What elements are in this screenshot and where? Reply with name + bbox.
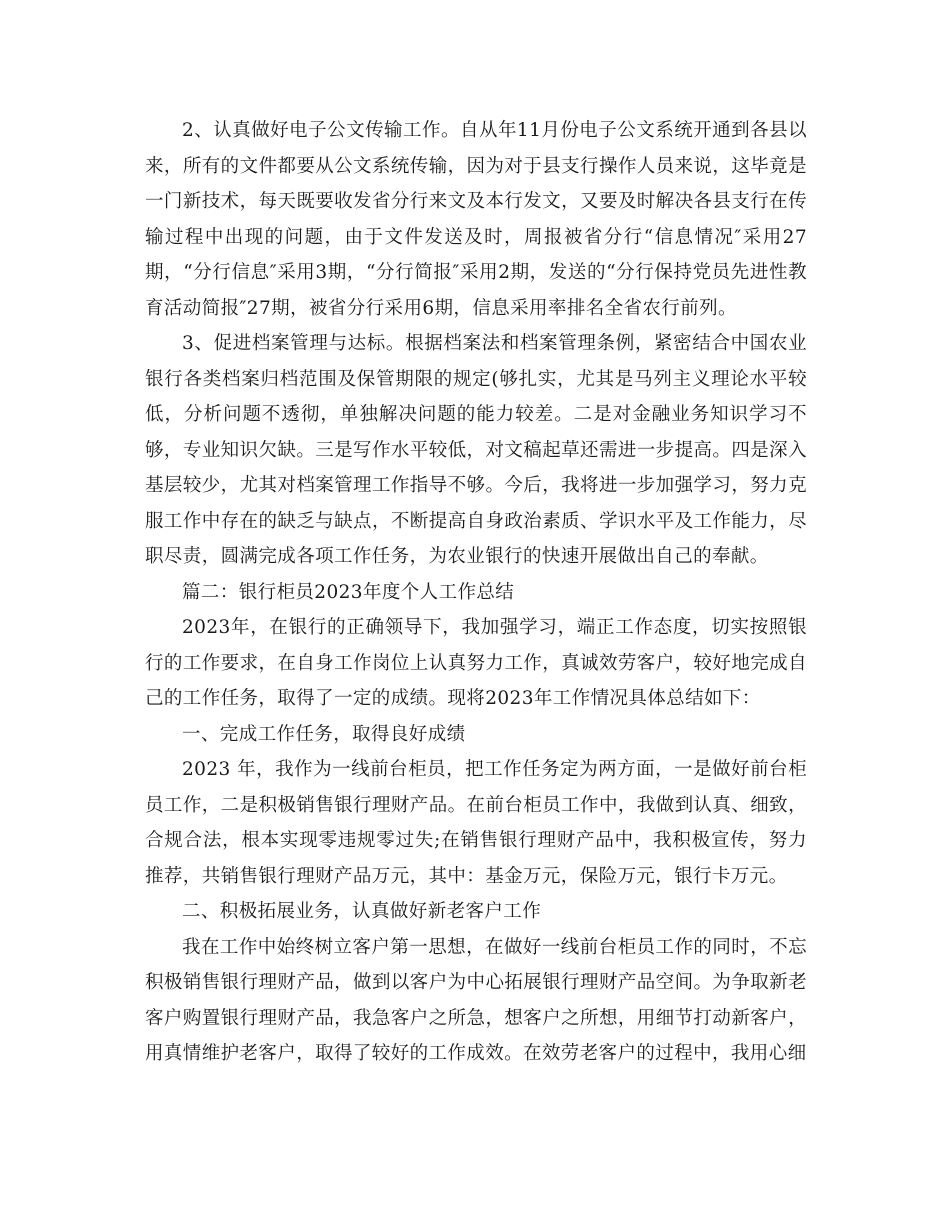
paragraph-archive-management: 3、促进档案管理与达标。根据档案法和档案管理条例，紧密结合中国农业银行各类档案归档范围及保管期限的规定(够扎实，尤其是马列主义理论水平较低，分析问题不透彻，单独解决问题的能力较差。二是对金融业务知识学习不够，专业知识欠缺。三是写作水平较低，对文稿起草还需进一步提高。四是深入基层较少，尤其对档案管理工作指导不够。今后，我将进一步加强学习，努力克服工作中存在的缺乏与缺点，不断提高自身政治素质、学识水平及工作能力，尽职尽责，圆满完成各项工作任务，为农业银行的快速开展做出自己的奉献。 <box>145 333 807 567</box>
paragraph-electronic-document-transmission: 2、认真做好电子公文传输工作。自从年11月份电子公文系统开通到各县以来，所有的文件都要从公文系统传输，因为对于县支行操作人员来说，这毕竟是一门新技术，每天既要收发省分行来文及本行发文，又要及时解决各县支行在传输过程中出现的问题，由于文件发送及时，周报被省分行“信息情况″采用27期，“分行信息″采用3期，“分行简报″采用2期，发送的“分行保持党员先进性教育活动简报″27期，被省分行采用6期，信息采用率排名全省农行前列。 <box>145 120 807 319</box>
heading-complete-tasks: 一、完成工作任务，取得良好成绩 <box>182 723 466 745</box>
document-body <box>145 113 807 1072</box>
paragraph-customer-first: 我在工作中始终树立客户第一思想，在做好一线前台柜员工作的同时，不忘积极销售银行理财产品，做到以客户为中心拓展银行理财产品空间。为争取新老客户购置银行理财产品，我急客户之所急，想客户之所想，用细节打动新客户，用真情维护老客户，取得了较好的工作成效。在效劳老客户的过程中，我用心细 <box>145 936 807 1064</box>
section-title-part-two: 篇二：银行柜员2023年度个人工作总结 <box>182 581 515 603</box>
heading-expand-business: 二、积极拓展业务，认真做好新老客户工作 <box>182 901 542 922</box>
paragraph-intro-2023: 2023年，在银行的正确领导下，我加强学习，端正工作态度，切实按照银行的工作要求，在自身工作岗位上认真努力工作，真诚效劳客户，较好地完成自己的工作任务，取得了一定的成绩。现将2023年工作情况具体总结如下： <box>145 617 807 709</box>
paragraph-teller-work: 2023 年，我作为一线前台柜员，把工作任务定为两方面，一是做好前台柜员工作，二是积极销售银行理财产品。在前台柜员工作中，我做到认真、细致，合规合法，根本实现零违规零过失;在销售银行理财产品中，我积极宣传，努力推荐，共销售银行理财产品万元，其中：基金万元，保险万元，银行卡万元。 <box>145 759 807 887</box>
